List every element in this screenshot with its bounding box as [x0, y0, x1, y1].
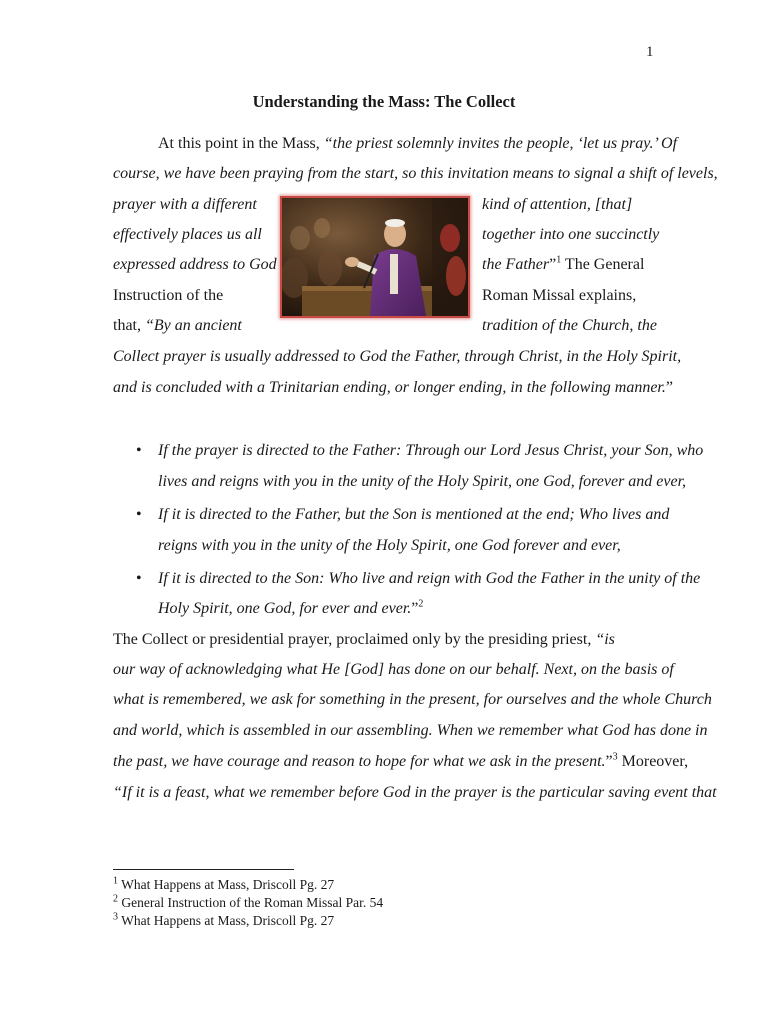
paragraph2-line2: our way of acknowledging what He [God] has done on our behalf. Next, on the basis of — [113, 661, 674, 678]
paragraph2-line4: and world, which is assembled in our assembling. When we remember what God has done in — [113, 722, 708, 739]
pope-photo — [280, 196, 470, 318]
footnote-ref-3[interactable]: 3 — [612, 751, 618, 763]
footnote-2: $^2$ General Instruction of the Roman Missal Par. 54 — [113, 893, 384, 910]
bullet2-line2: reigns with you in the unity of the Holy Spirit, one God forever and ever, — [158, 537, 621, 554]
bullet2-line1: If it is directed to the Father, but the Son is mentioned at the end; Who lives and — [158, 506, 670, 523]
paragraph2-line1: The Collect or presidential prayer, proclaimed only by the presiding priest, “is — [113, 631, 615, 648]
bullet3-line2: Holy Spirit, one God, for ever and ever.”$^2$ — [158, 598, 424, 617]
bullet-icon: • — [136, 570, 142, 587]
wrap-left-line1: prayer with a different — [113, 196, 257, 213]
bullet3-line1: If it is directed to the Son: Who live and reign with God the Father in the unity of the — [158, 570, 701, 587]
paragraph1-line8: Collect prayer is usually addressed to God the Father, through Christ, in the Holy Spirit, — [113, 348, 682, 365]
paragraph1-line1: At this point in the Mass, “the priest solemnly invites the people, ‘let us pray.’ Of — [158, 135, 678, 152]
bullet1-line1: If the prayer is directed to the Father: Through our Lord Jesus Christ, your Son, who — [158, 442, 704, 459]
paragraph1-line2: course, we have been praying from the start, so this invitation means to signal a shift of levels, — [113, 165, 718, 182]
wrap-left-line5: that, “By an ancient — [113, 317, 242, 334]
paragraph2-line3: what is remembered, we ask for something in the present, for ourselves and the whole Church — [113, 691, 712, 708]
footnote-divider — [113, 869, 294, 870]
wrap-right-line3: the Father”$^1$ The General — [482, 254, 645, 273]
footnote-3: $^3$ What Happens at Mass, Driscoll Pg. 27 — [113, 911, 335, 928]
bullet-icon: • — [136, 442, 142, 459]
wrap-right-line1: kind of attention, [that] — [482, 196, 633, 213]
footnote-1: $^1$ What Happens at Mass, Driscoll Pg. 27 — [113, 875, 335, 892]
wrap-left-line2: effectively places us all — [113, 226, 262, 243]
footnote-ref-1[interactable]: 1 — [556, 254, 562, 266]
wrap-left-line3: expressed address to God — [113, 256, 277, 273]
paragraph1-line9: and is concluded with a Trinitarian ending, or longer ending, in the following manner.” — [113, 379, 673, 396]
bullet-icon: • — [136, 506, 142, 523]
paragraph2-line5: the past, we have courage and reason to hope for what we ask in the present.”$^3$ Moreover, — [113, 751, 689, 770]
document-title: Understanding the Mass: The Collect — [252, 92, 516, 111]
bullet1-line2: lives and reigns with you in the unity of the Holy Spirit, one God, forever and ever, — [158, 473, 687, 490]
paragraph2-line6: “If it is a feast, what we remember before God in the prayer is the particular saving event that — [113, 784, 717, 801]
page-number: 1 — [646, 44, 654, 60]
wrap-left-line4: Instruction of the — [113, 287, 224, 304]
wrap-right-line4: Roman Missal explains, — [482, 287, 637, 304]
pope-photo-illustration — [282, 198, 468, 316]
footnote-ref-2[interactable]: 2 — [418, 598, 424, 610]
wrap-right-line5: tradition of the Church, the — [482, 317, 657, 334]
wrap-right-line2: together into one succinctly — [482, 226, 660, 243]
